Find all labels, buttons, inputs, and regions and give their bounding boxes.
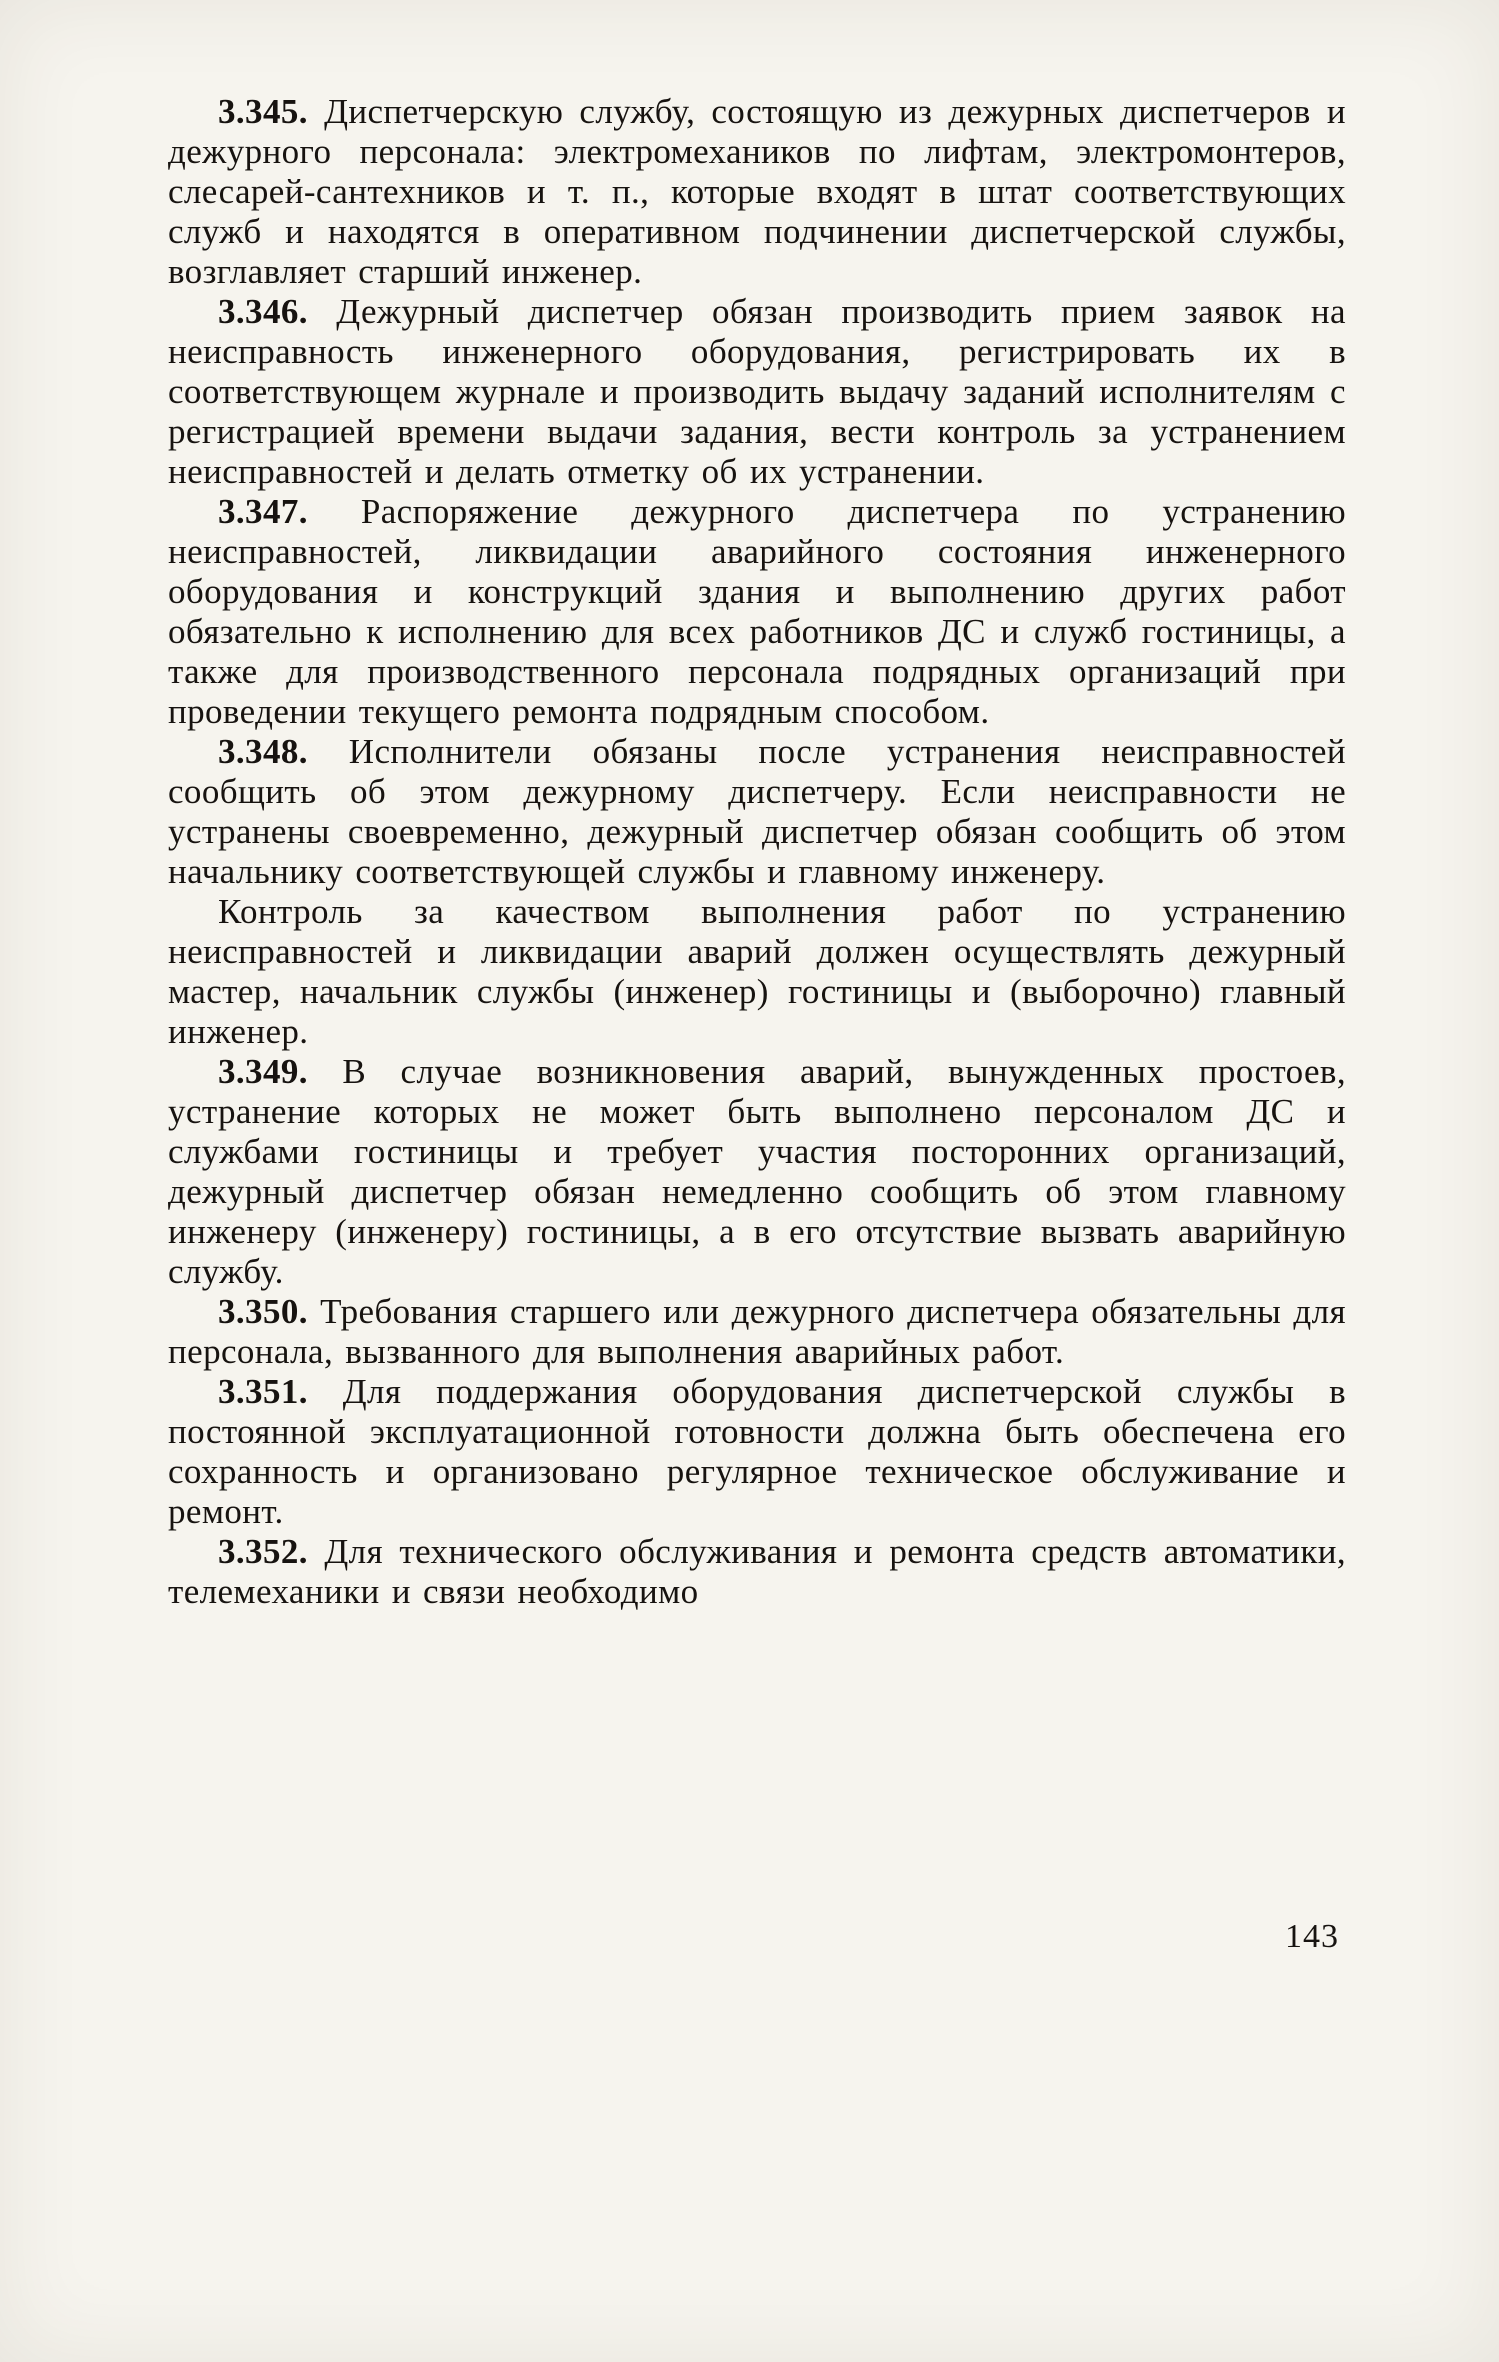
paragraph [168,1372,1346,1532]
paragraph-number: 3.347. [218,492,308,531]
paragraph-text: В случае возникновения аварий, вынужденных простоев, устранение которых не может быть выполнено персоналом ДС и службами гостиницы и требует участия посторонних организаций, дежурный диспетчер обязан немедленно сообщить об этом главному инженеру (инженеру) гостиницы, а в его отсутствие вызвать аварийную службу. [168,1052,1346,1291]
paragraph [168,92,1346,292]
paragraph [168,732,1346,892]
paragraph-text: Дежурный диспетчер обязан производить прием заявок на неисправность инженерного оборудования, регистрировать их в соответствующем журнале и производить выдачу заданий исполнителям с регистрацией времени выдачи задания, вести контроль за устранением неисправностей и делать отметку об их устранении. [168,292,1346,491]
paragraph-text: Диспетчерскую службу, состоящую из дежурных диспетчеров и дежурного персонала: электромехаников по лифтам, электромонтеров, слесарей-сантехников и т. п., которые входят в штат соответствующих служб и находятся в оперативном подчинении диспетчерской службы, возглавляет старший инженер. [168,92,1347,291]
paragraph-text: Для технического обслуживания и ремонта средств автоматики, телемеханики и связи необходимо [168,1532,1347,1611]
paragraph [168,492,1346,732]
page-number: 143 [1285,1918,1339,1955]
paragraph [168,1052,1346,1292]
paragraph [168,1532,1346,1612]
paragraph-number: 3.349. [218,1052,308,1091]
paragraph-number: 3.345. [218,92,308,131]
paragraph [168,292,1346,492]
paragraph-text: Требования старшего или дежурного диспетчера обязательны для персонала, вызванного для выполнения аварийных работ. [168,1292,1346,1371]
paragraph-text: Для поддержания оборудования диспетчерской службы в постоянной эксплуатационной готовности должна быть обеспечена его сохранность и организовано регулярное техническое обслуживание и ремонт. [168,1372,1347,1531]
paragraph [168,892,1346,1052]
paragraph-number: 3.350. [218,1292,308,1331]
paragraph-number: 3.352. [218,1532,308,1571]
paragraph [168,1292,1346,1372]
paragraph-number: 3.348. [218,732,308,771]
page-text-block [168,92,1346,1612]
paragraph-text: Распоряжение дежурного диспетчера по устранению неисправностей, ликвидации аварийного состояния инженерного оборудования и конструкций здания и выполнению других работ обязательно к исполнению для всех работников ДС и служб гостиницы, а также для производственного персонала подрядных организаций при проведении текущего ремонта подрядным способом. [168,492,1346,731]
paragraph-text: Контроль за качеством выполнения работ по устранению неисправностей и ликвидации аварий должен осуществлять дежурный мастер, начальник службы (инженер) гостиницы и (выборочно) главный инженер. [168,892,1346,1051]
paragraph-number: 3.351. [218,1372,308,1411]
paragraph-text: Исполнители обязаны после устранения неисправностей сообщить об этом дежурному диспетчеру. Если неисправности не устранены своевременно, дежурный диспетчер обязан сообщить об этом начальнику соответствующей службы и главному инженеру. [168,732,1346,891]
paragraph-number: 3.346. [218,292,308,331]
